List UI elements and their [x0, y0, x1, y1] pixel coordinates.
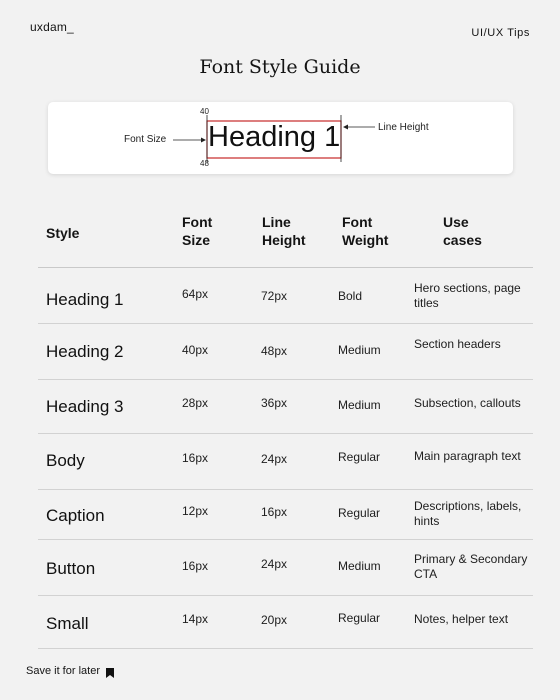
font-size-value: 40	[200, 107, 209, 116]
row-font-size: 40px	[182, 343, 209, 357]
brand-logo: uxdam_	[30, 20, 74, 34]
table-row	[38, 540, 533, 596]
row-font-size: 28px	[182, 396, 209, 410]
save-for-later-label[interactable]: Save it for later	[26, 665, 100, 677]
row-line-height: 48px	[261, 344, 288, 358]
header-font-weight: Font Weight	[342, 214, 389, 248]
row-style-name: Small	[46, 614, 89, 633]
demo-card	[48, 102, 513, 174]
font-size-arrowhead	[201, 138, 206, 143]
page-title: Font Style Guide	[199, 56, 361, 78]
row-font-size: 16px	[182, 451, 209, 465]
row-style-name: Heading 2	[46, 342, 124, 361]
table-row	[38, 324, 533, 380]
font-style-table	[38, 202, 533, 649]
font-size-label: Font Size	[124, 134, 167, 145]
line-height-label: Line Height	[378, 122, 429, 133]
row-use-cases: Section headers	[414, 337, 501, 351]
row-use-cases: Hero sections, page titles	[414, 281, 521, 310]
row-line-height: 72px	[261, 289, 288, 303]
demo-heading-sample: Heading 1	[208, 121, 341, 153]
row-font-weight: Bold	[338, 289, 363, 303]
line-height-value: 48	[200, 159, 209, 168]
row-font-size: 14px	[182, 612, 209, 626]
table-row	[38, 268, 533, 324]
table-row	[38, 490, 533, 540]
table-row	[38, 434, 533, 490]
row-font-size: 64px	[182, 287, 209, 301]
header-font-size: Font Size	[182, 214, 213, 248]
table-header-row	[38, 202, 533, 268]
table-row	[38, 380, 533, 434]
header-style: Style	[46, 225, 80, 241]
row-font-weight: Regular	[338, 611, 381, 625]
row-style-name: Body	[46, 451, 85, 470]
row-use-cases: Descriptions, labels, hints	[414, 499, 522, 528]
row-font-size: 16px	[182, 559, 209, 573]
row-style-name: Caption	[46, 506, 105, 525]
header-line-height: Line Height	[262, 214, 306, 248]
row-style-name: Heading 1	[46, 290, 124, 309]
row-use-cases: Subsection, callouts	[414, 396, 521, 410]
tagline: UI/UX Tips	[471, 27, 530, 39]
row-use-cases: Primary & Secondary CTA	[414, 552, 528, 581]
row-line-height: 36px	[261, 396, 288, 410]
row-use-cases: Notes, helper text	[414, 612, 509, 626]
row-line-height: 20px	[261, 613, 288, 627]
row-font-weight: Regular	[338, 450, 381, 464]
table-row	[38, 596, 533, 649]
row-font-size: 12px	[182, 504, 209, 518]
row-use-cases: Main paragraph text	[414, 449, 521, 463]
row-font-weight: Medium	[338, 398, 381, 412]
row-line-height: 24px	[261, 557, 288, 571]
bookmark-icon[interactable]	[106, 668, 114, 678]
row-font-weight: Regular	[338, 506, 381, 520]
row-line-height: 16px	[261, 505, 288, 519]
row-line-height: 24px	[261, 452, 288, 466]
row-font-weight: Medium	[338, 343, 381, 357]
row-style-name: Button	[46, 559, 96, 578]
line-height-arrowhead	[343, 125, 348, 130]
row-font-weight: Medium	[338, 559, 381, 573]
row-style-name: Heading 3	[46, 397, 124, 416]
header-use-cases: Use cases	[443, 214, 482, 248]
